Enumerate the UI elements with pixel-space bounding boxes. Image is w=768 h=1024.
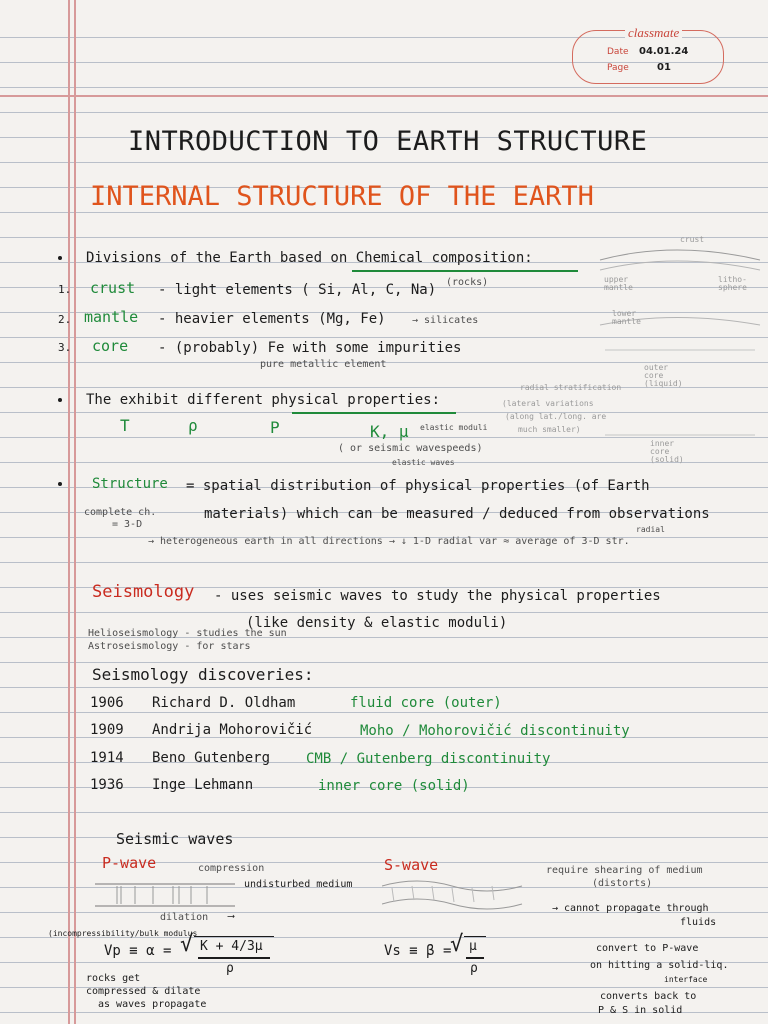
s-wave-sketch (382, 876, 532, 916)
convert-note-3: interface (664, 975, 708, 984)
s-wave-label: S-wave (384, 856, 439, 874)
radial-strat-label: radial stratification (520, 383, 622, 392)
astroseismology-note: Astroseismology - for stars (88, 641, 251, 652)
fraction-bar (466, 957, 484, 959)
discovery-finding: Moho / Mohorovičić discontinuity (360, 723, 630, 739)
s-wave-note-1: require shearing of medium (546, 865, 703, 876)
structure-bottom-note: → heterogeneous earth in all directions → ↓ 1-D radial var ≈ average of 3-D str. (148, 536, 630, 547)
diagram-crust-label: crust (680, 235, 705, 244)
structure-side-2: = 3-D (112, 519, 143, 530)
scientist-name: Richard D. Oldham (152, 695, 296, 711)
item-number: 2. (58, 313, 72, 326)
convert-note-1: convert to P-wave (596, 943, 699, 954)
physical-heading: The exhibit different physical properties: (86, 392, 441, 408)
helioseismology-note: Helioseismology - studies the sun (88, 628, 287, 639)
structure-side-1: complete ch. (84, 507, 157, 518)
lateral-var-1: (lateral variations (502, 399, 594, 408)
diagram-lower-mantle-label: lower mantle (612, 309, 641, 326)
core-label: core (92, 337, 129, 355)
sqrt-icon: √ (450, 932, 464, 957)
classmate-header-box (572, 25, 724, 84)
mantle-desc: - heavier elements (Mg, Fe) (158, 311, 386, 327)
convert-note-4: converts back to (600, 991, 697, 1002)
vp-denominator: ρ (226, 961, 234, 976)
year: 1936 (90, 777, 124, 793)
margin-line-left (68, 0, 70, 1024)
top-margin-rule (0, 95, 768, 97)
crust-label: crust (90, 279, 136, 297)
symbol-density: ρ (188, 416, 198, 435)
p-wave-sketch (95, 876, 245, 916)
vp-formula-left: Vp ≡ α = (104, 943, 172, 959)
symbol-moduli: K, μ (370, 422, 409, 441)
year: 1914 (90, 750, 124, 766)
diagram-upper-mantle-label: upper mantle (604, 275, 633, 292)
discoveries-heading: Seismology discoveries: (92, 665, 314, 684)
date-label: Date (607, 47, 629, 57)
discovery-finding: inner core (solid) (318, 778, 470, 794)
core-desc: - (probably) Fe with some impurities (158, 340, 462, 356)
elastic-waves-note: elastic waves (392, 458, 455, 467)
pure-metallic-note: pure metallic element (260, 359, 387, 370)
diagram-lithosphere-label: litho- sphere (718, 275, 747, 292)
sqrt-bar (194, 936, 274, 937)
year: 1909 (90, 722, 124, 738)
vs-formula-left: Vs ≡ β = (384, 943, 452, 959)
vs-denominator: ρ (470, 961, 478, 976)
margin-line-right (74, 0, 76, 1024)
diagram-inner-core-label: inner core (solid) (650, 439, 684, 464)
year: 1906 (90, 695, 124, 711)
structure-line-1: = spatial distribution of physical properties (of Earth (186, 478, 650, 494)
compression-label: compression (198, 863, 265, 874)
seismology-line-2: (like density & elastic moduli) (246, 615, 508, 631)
crust-desc: - light elements ( Si, Al, C, Na) (158, 282, 437, 298)
symbol-pressure: P (270, 418, 280, 437)
seismic-waves-heading: Seismic waves (116, 830, 234, 848)
page-title: INTRODUCTION TO EARTH STRUCTURE (128, 126, 648, 157)
bullet (58, 256, 62, 260)
lateral-var-2: (along lat./long. are (505, 412, 607, 421)
brand-logo: classmate (625, 25, 682, 41)
page-value: 01 (657, 62, 671, 73)
scientist-name: Andrija Mohorovičić (152, 722, 313, 738)
incompressibility-note: (incompressibility/bulk modulus (48, 929, 198, 938)
divisions-heading: Divisions of the Earth based on Chemical composition: (86, 250, 533, 266)
page-label: Page (607, 63, 629, 73)
radial-note: radial (636, 525, 665, 534)
convert-note-2: on hitting a solid-liq. (590, 960, 729, 971)
elastic-moduli-note: elastic moduli (420, 423, 488, 432)
item-number: 1. (58, 283, 72, 296)
underline (292, 412, 456, 414)
section-subtitle: INTERNAL STRUCTURE OF THE EARTH (90, 181, 594, 212)
date-value: 04.01.24 (639, 46, 689, 57)
sqrt-icon: √ (180, 932, 194, 957)
fraction-bar (198, 957, 270, 959)
earth-layers-diagram (595, 230, 765, 470)
p-wave-label: P-wave (102, 854, 157, 872)
vp-numerator: K + 4/3μ (200, 939, 263, 954)
bullet (58, 398, 62, 402)
discovery-finding: fluid core (outer) (350, 695, 502, 711)
seismology-label: Seismology (92, 582, 195, 602)
scientist-name: Beno Gutenberg (152, 750, 271, 766)
seismic-wavespeed-note: ( or seismic wavespeeds) (338, 443, 483, 454)
underline (352, 270, 578, 272)
mantle-label: mantle (84, 308, 139, 326)
undisturbed-label: undisturbed medium (244, 879, 353, 890)
structure-line-2: materials) which can be measured / deduced from observations (204, 506, 710, 522)
item-number: 3. (58, 341, 72, 354)
rocks-note-1: rocks get (86, 973, 141, 984)
s-wave-note-2: (distorts) (592, 878, 653, 889)
silicates-note: → silicates (412, 315, 479, 326)
convert-note-5: P & S in solid (598, 1005, 683, 1016)
seismology-line-1: - uses seismic waves to study the physical properties (214, 588, 661, 604)
lateral-var-3: much smaller) (518, 425, 581, 434)
rocks-note-3: as waves propagate (98, 999, 207, 1010)
sqrt-bar (464, 936, 486, 937)
symbol-temperature: T (120, 416, 130, 435)
diagram-outer-core-label: outer core (liquid) (644, 363, 683, 388)
dilation-label: dilation (160, 912, 209, 923)
scientist-name: Inge Lehmann (152, 777, 254, 793)
structure-label: Structure (92, 476, 168, 492)
discovery-finding: CMB / Gutenberg discontinuity (306, 751, 551, 767)
rocks-note: (rocks) (446, 277, 489, 288)
vs-numerator: μ (469, 939, 477, 954)
cannot-propagate-note: → cannot propagate through (552, 903, 709, 914)
rocks-note-2: compressed & dilate (86, 986, 201, 997)
fluids-note: fluids (680, 917, 717, 928)
arrow-right-icon: ⟶ (228, 911, 235, 922)
bullet (58, 482, 62, 486)
